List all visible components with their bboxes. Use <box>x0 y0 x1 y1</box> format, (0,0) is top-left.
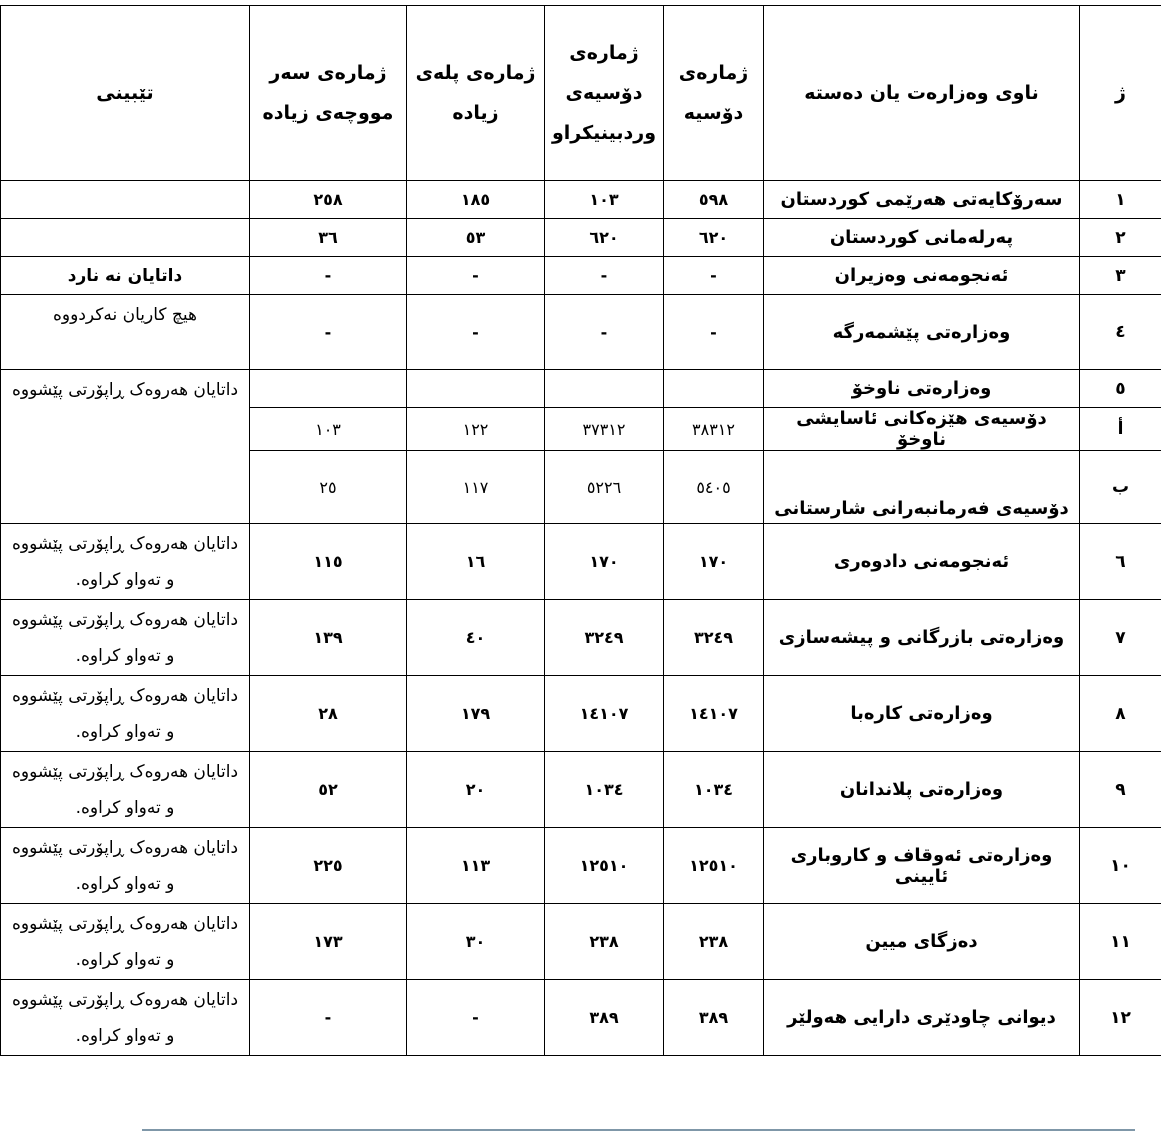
cell-notes <box>1 181 250 219</box>
cell-audited: ١٤١٠٧ <box>545 676 664 752</box>
cell-index: ٩ <box>1080 752 1161 828</box>
cell-notes: داتایان هەروەک ڕاپۆرتی پێشووە و تەواو کراوە. <box>1 524 250 600</box>
cell-files: ١٢٥١٠ <box>664 828 764 904</box>
table-row <box>1 752 1161 828</box>
cell-index: ١١ <box>1080 904 1161 980</box>
cell-files: ١٧٠ <box>664 524 764 600</box>
cell-audited: ٣٨٩ <box>545 980 664 1056</box>
cell-files: ٣٢٤٩ <box>664 600 764 676</box>
cell-grades: ١٧٩ <box>407 676 545 752</box>
cell-name: وەزارەتی پلاندانان <box>764 752 1080 828</box>
cell-name: دیوانی چاودێری دارایی هەولێر <box>764 980 1080 1056</box>
cell-grades: ٤٠ <box>407 600 545 676</box>
cell-index: ٤ <box>1080 295 1161 370</box>
cell-bonus: ٣٦ <box>250 219 407 257</box>
cell-name: پەرلەمانی کوردستان <box>764 219 1080 257</box>
table-row <box>1 904 1161 980</box>
cell-bonus: ٥٢ <box>250 752 407 828</box>
table-row <box>1 980 1161 1056</box>
table-header-row <box>1 6 1161 181</box>
cell-grades: ١٢٢ <box>407 408 545 451</box>
cell-files: ١٤١٠٧ <box>664 676 764 752</box>
cell-notes: داتایان هەروەک ڕاپۆرتی پێشووە و تەواو کراوە. <box>1 600 250 676</box>
cell-audited: ١٧٠ <box>545 524 664 600</box>
cell-bonus: ١٧٣ <box>250 904 407 980</box>
cell-index: ب <box>1080 451 1161 524</box>
cell-audited: - <box>545 257 664 295</box>
table-row <box>1 600 1161 676</box>
cell-files: ٥٩٨ <box>664 181 764 219</box>
table-row <box>1 219 1161 257</box>
table-row <box>1 828 1161 904</box>
cell-index: ١٢ <box>1080 980 1161 1056</box>
cell-index: ١٠ <box>1080 828 1161 904</box>
cell-name: ئەنجومەنی وەزیران <box>764 257 1080 295</box>
cell-index: ٥ <box>1080 370 1161 408</box>
cell-index: أ <box>1080 408 1161 451</box>
cell-name: دۆسیەی فەرمانبەرانی شارستانی <box>764 451 1080 524</box>
cell-name: دۆسیەی هێزەکانی ئاسایشی ناوخۆ <box>764 408 1080 451</box>
cell-audited: ١٠٣٤ <box>545 752 664 828</box>
cell-files <box>664 370 764 408</box>
cell-grades: ٥٣ <box>407 219 545 257</box>
cell-bonus <box>250 370 407 408</box>
table-row <box>1 370 1161 408</box>
table-row <box>1 676 1161 752</box>
cell-audited: - <box>545 295 664 370</box>
cell-notes: هیچ کاریان نەکردووە <box>1 295 250 370</box>
cell-bonus: ١٠٣ <box>250 408 407 451</box>
cell-files: - <box>664 257 764 295</box>
cell-name: سەرۆکایەتی هەرێمی کوردستان <box>764 181 1080 219</box>
header-name: ناوی وەزارەت یان دەستە <box>764 6 1080 181</box>
cell-name: وەزارەتی بازرگانی و پیشەسازی <box>764 600 1080 676</box>
cell-audited: ٥٢٢٦ <box>545 451 664 524</box>
table-row <box>1 295 1161 370</box>
cell-audited: ١٠٣ <box>545 181 664 219</box>
cell-name: دەزگای میین <box>764 904 1080 980</box>
cell-bonus: ٢٥ <box>250 451 407 524</box>
cell-audited: ٣٢٤٩ <box>545 600 664 676</box>
cell-files: ٢٣٨ <box>664 904 764 980</box>
cell-files: - <box>664 295 764 370</box>
cell-grades: ١٨٥ <box>407 181 545 219</box>
cell-index: ٧ <box>1080 600 1161 676</box>
cell-notes: داتایان هەروەک ڕاپۆرتی پێشووە و تەواو کراوە. <box>1 828 250 904</box>
cell-notes: داتایان هەروەک ڕاپۆرتی پێشووە و تەواو کراوە. <box>1 752 250 828</box>
cell-grades: ٢٠ <box>407 752 545 828</box>
cell-grades <box>407 370 545 408</box>
header-notes: تێبینی <box>1 6 250 181</box>
cell-index: ٦ <box>1080 524 1161 600</box>
cell-grades: ١١٧ <box>407 451 545 524</box>
cell-grades: ٣٠ <box>407 904 545 980</box>
cell-bonus: ٢٨ <box>250 676 407 752</box>
cell-notes <box>1 219 250 257</box>
cell-name: وەزارەتی کارەبا <box>764 676 1080 752</box>
table-row <box>1 257 1161 295</box>
cell-files: ١٠٣٤ <box>664 752 764 828</box>
cell-audited: ٣٧٣١٢ <box>545 408 664 451</box>
cell-bonus: - <box>250 295 407 370</box>
cell-files: ٣٨٣١٢ <box>664 408 764 451</box>
header-files: ژمارەی دۆسیە <box>664 6 764 181</box>
cell-notes: داتایان هەروەک ڕاپۆرتی پێشووە و تەواو کراوە. <box>1 980 250 1056</box>
table-row <box>1 181 1161 219</box>
cell-audited: ٢٣٨ <box>545 904 664 980</box>
cell-notes: داتایان هەروەک ڕاپۆرتی پێشووە <box>1 370 250 524</box>
cell-bonus: ١٣٩ <box>250 600 407 676</box>
cell-notes: داتایان نە نارد <box>1 257 250 295</box>
footer-divider <box>142 1129 1135 1131</box>
cell-grades: - <box>407 257 545 295</box>
header-grades: ژمارەی پلەی زیادە <box>407 6 545 181</box>
cell-grades: ١٦ <box>407 524 545 600</box>
cell-name: وەزارەتی پێشمەرگە <box>764 295 1080 370</box>
table-row <box>1 524 1161 600</box>
cell-bonus: - <box>250 980 407 1056</box>
header-bonus: ژمارەی سەر مووچەی زیادە <box>250 6 407 181</box>
cell-files: ٣٨٩ <box>664 980 764 1056</box>
cell-index: ٨ <box>1080 676 1161 752</box>
cell-grades: - <box>407 980 545 1056</box>
cell-index: ٢ <box>1080 219 1161 257</box>
cell-notes: داتایان هەروەک ڕاپۆرتی پێشووە و تەواو کراوە. <box>1 904 250 980</box>
cell-audited: ١٢٥١٠ <box>545 828 664 904</box>
cell-bonus: - <box>250 257 407 295</box>
cell-audited <box>545 370 664 408</box>
ministries-files-table <box>0 5 1161 1056</box>
cell-name: ئەنجومەنی دادوەری <box>764 524 1080 600</box>
cell-grades: - <box>407 295 545 370</box>
cell-name: وەزارەتی ناوخۆ <box>764 370 1080 408</box>
cell-bonus: ٢٢٥ <box>250 828 407 904</box>
cell-name: وەزارەتی ئەوقاف و کاروباری ئایینی <box>764 828 1080 904</box>
cell-notes: داتایان هەروەک ڕاپۆرتی پێشووە و تەواو کراوە. <box>1 676 250 752</box>
header-audited: ژمارەی دۆسیەی وردبینیکراو <box>545 6 664 181</box>
cell-files: ٦٢٠ <box>664 219 764 257</box>
cell-bonus: ٢٥٨ <box>250 181 407 219</box>
cell-audited: ٦٢٠ <box>545 219 664 257</box>
cell-index: ١ <box>1080 181 1161 219</box>
cell-index: ٣ <box>1080 257 1161 295</box>
header-index: ژ <box>1080 6 1161 181</box>
cell-grades: ١١٣ <box>407 828 545 904</box>
cell-files: ٥٤٠٥ <box>664 451 764 524</box>
cell-bonus: ١١٥ <box>250 524 407 600</box>
